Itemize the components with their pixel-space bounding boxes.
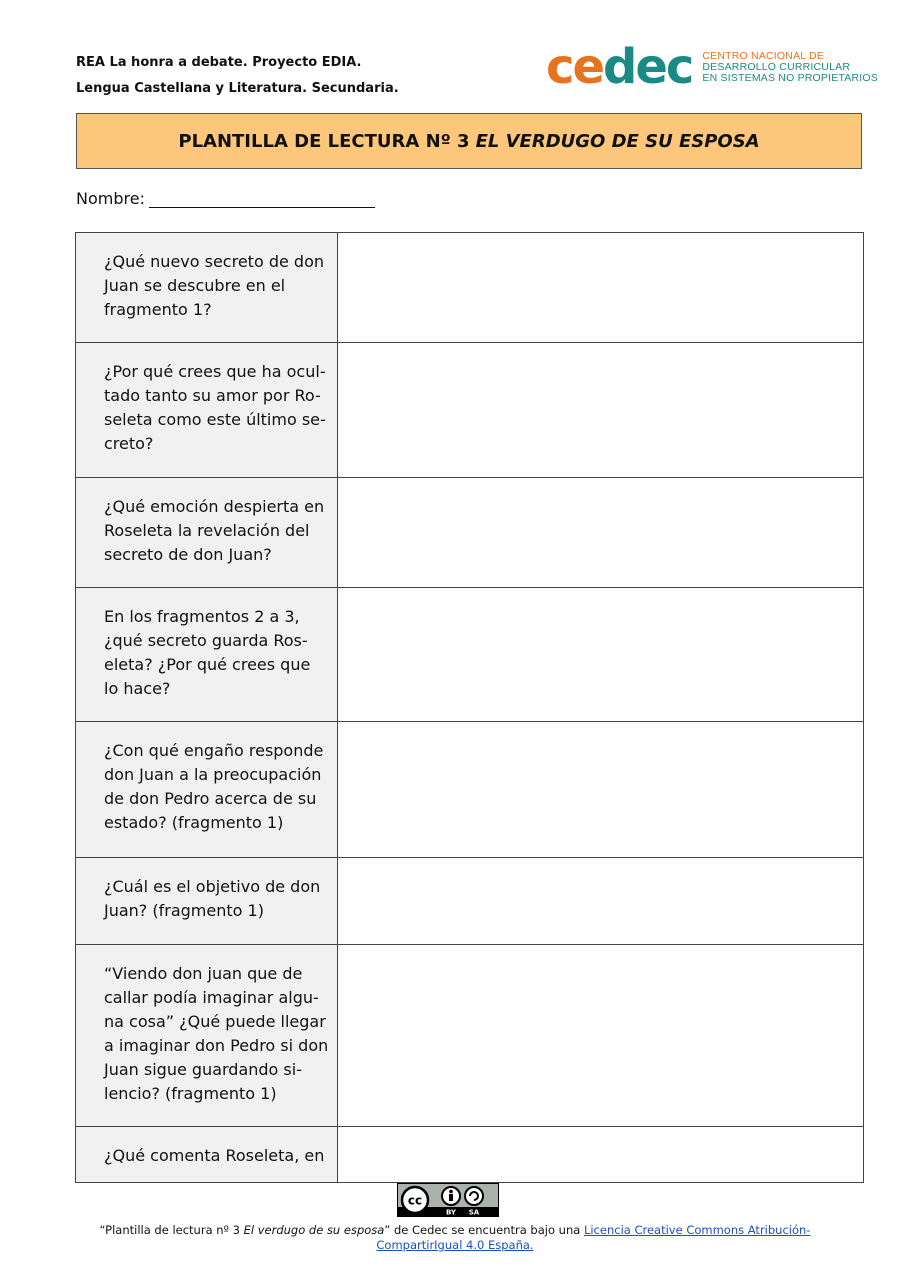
- question-cell: ¿Qué comenta Roseleta, en: [76, 1127, 338, 1183]
- cedec-logo: [546, 40, 878, 94]
- license-link[interactable]: Licencia Creative Commons Atribución-CompartirIgual 4.0 España.: [376, 1223, 811, 1252]
- table-row: [76, 945, 864, 1127]
- answer-cell[interactable]: [338, 478, 864, 588]
- question-cell: ¿Cuál es el objetivo de don Juan? (fragmento 1): [76, 858, 338, 945]
- license-footer: “Plantilla de lectura nº 3 El verdugo de su esposa” de Cedec se encuentra bajo una Licencia Creative Commons Atribución-CompartirIgual 4.0 España.: [99, 1223, 811, 1252]
- cc-by-label: BY: [445, 1208, 457, 1216]
- name-label: Nombre:: [76, 189, 145, 208]
- answer-cell[interactable]: [338, 588, 864, 722]
- cedec-logo-word: cedec: [546, 39, 693, 95]
- question-cell: ¿Qué nuevo secreto de don Juan se descubre en el fragmento 1?: [76, 233, 338, 343]
- document-header: [76, 50, 399, 102]
- answer-cell[interactable]: [338, 343, 864, 478]
- table-row: [76, 722, 864, 858]
- cc-badge-graphic: [398, 1184, 498, 1216]
- question-cell: ¿Qué emoción despierta en Roseleta la revelación del secreto de don Juan?: [76, 478, 338, 588]
- header-project-line: REA La honra a debate. Proyecto EDIA.: [76, 55, 362, 70]
- table-row: [76, 588, 864, 722]
- answer-cell[interactable]: [338, 858, 864, 945]
- question-cell: ¿Con qué engaño responde don Juan a la preocupación de don Pedro acerca de su estado? (fragmento 1): [76, 722, 338, 858]
- questions-table: [75, 232, 864, 1183]
- title-prefix: PLANTILLA DE LECTURA Nº 3: [178, 130, 470, 152]
- header-subject-line: Lengua Castellana y Literatura. Secundaria.: [76, 81, 399, 96]
- name-field: [76, 189, 375, 208]
- cc-by-sa-icon: [397, 1183, 499, 1217]
- answer-cell[interactable]: [338, 1127, 864, 1183]
- table-row: [76, 858, 864, 945]
- answer-cell[interactable]: [338, 233, 864, 343]
- cc-sa-label: SA: [468, 1208, 480, 1216]
- worksheet-title: [76, 113, 862, 169]
- question-cell: En los fragmentos 2 a 3, ¿qué secreto guarda Ros-eleta? ¿Por qué crees que lo hace?: [76, 588, 338, 722]
- answer-cell[interactable]: [338, 945, 864, 1127]
- question-cell: ¿Por qué crees que ha ocul-tado tanto su amor por Ro-seleta como este último se-creto?: [76, 343, 338, 478]
- cedec-logo-subtitle: CENTRO NACIONAL DE DESARROLLO CURRICULAR EN SISTEMAS NO PROPIETARIOS: [702, 49, 878, 84]
- name-blank-line[interactable]: [149, 189, 375, 208]
- table-row: [76, 233, 864, 343]
- title-work: EL VERDUGO DE SU ESPOSA: [475, 130, 760, 152]
- svg-text:cc: cc: [407, 1193, 423, 1208]
- table-row: [76, 478, 864, 588]
- question-cell: “Viendo don juan que de callar podía imaginar algu-na cosa” ¿Qué puede llegar a imaginar don Pedro si don Juan sigue guardando si-lencio? (fragmento 1): [76, 945, 338, 1127]
- table-row: [76, 1127, 864, 1183]
- answer-cell[interactable]: [338, 722, 864, 858]
- table-row: [76, 343, 864, 478]
